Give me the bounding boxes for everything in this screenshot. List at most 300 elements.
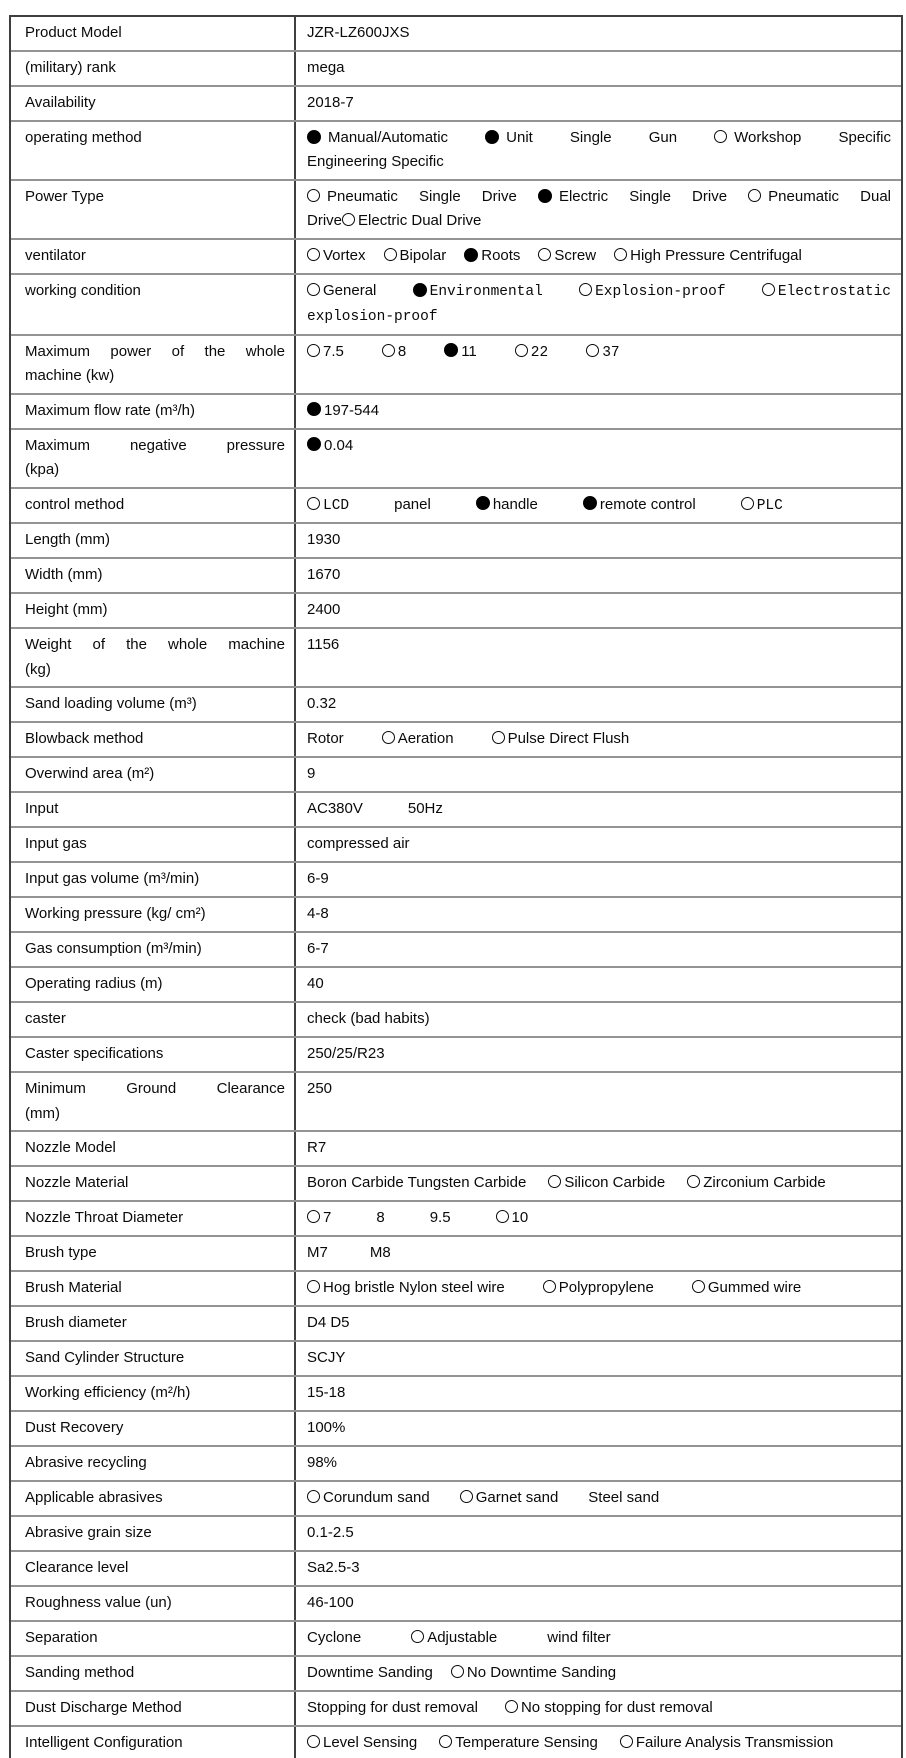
option-label: Manual/Automatic: [328, 129, 449, 146]
option-label: Corundum sand: [323, 1489, 430, 1507]
row-label-line: Input: [25, 800, 59, 818]
row-label: [11, 863, 296, 896]
option: [583, 496, 696, 513]
option: [620, 1734, 834, 1751]
option-label: Gummed wire: [707, 1279, 802, 1297]
option-label: LCD: [323, 497, 350, 514]
table-row: [11, 594, 901, 629]
row-label-line: Minimum Ground Clearance: [25, 1080, 285, 1098]
option: [741, 496, 783, 513]
row-value-line: [307, 150, 891, 174]
row-value: [296, 1038, 901, 1071]
option-label: Electric Dual Drive: [358, 212, 482, 230]
row-label: [11, 1038, 296, 1071]
value-text: 100%: [307, 1419, 346, 1437]
row-value: [296, 723, 901, 756]
table-row: [11, 933, 901, 968]
value-text: compressed air: [307, 835, 410, 853]
option: [748, 188, 891, 205]
option: [307, 437, 353, 454]
row-label: [11, 1587, 296, 1620]
option: [492, 730, 630, 747]
option: [307, 1209, 331, 1226]
radio-unselected-icon: [492, 731, 505, 744]
row-label: [11, 1202, 296, 1235]
table-row: [11, 395, 901, 430]
row-label-line: Maximum power of the whole: [25, 342, 285, 360]
option: [411, 1629, 497, 1646]
row-value: [296, 1003, 901, 1036]
row-value: [296, 1412, 901, 1445]
row-value: [296, 1727, 901, 1758]
row-value: [296, 793, 901, 826]
row-value: [296, 524, 901, 557]
table-row: [11, 1237, 901, 1272]
option: [384, 247, 447, 264]
radio-unselected-icon: [505, 1700, 518, 1713]
row-label: [11, 395, 296, 428]
option-label: Downtime Sanding: [307, 1664, 433, 1682]
row-label-line: Intelligent Configuration: [25, 1734, 183, 1752]
radio-selected-icon: [413, 283, 427, 297]
row-label: [11, 122, 296, 179]
row-label-line: Operating radius (m): [25, 975, 163, 993]
option-label: handle: [492, 495, 538, 513]
option-label: Temperature Sensing: [455, 1734, 598, 1752]
row-label: [11, 524, 296, 557]
option-label: 37: [602, 344, 620, 361]
option: [382, 730, 454, 747]
table-row: [11, 240, 901, 275]
row-value: [296, 1552, 901, 1585]
value-text: 1670: [307, 566, 341, 584]
table-row: [11, 1342, 901, 1377]
option: [548, 1174, 665, 1191]
row-value: [296, 688, 901, 721]
table-row: [11, 87, 901, 122]
option: [307, 402, 379, 419]
radio-unselected-icon: [586, 344, 599, 357]
row-value: [296, 17, 901, 50]
option-label: Pneumatic Single Drive: [327, 188, 517, 205]
row-label-line: Roughness value (un): [25, 1594, 172, 1612]
option-label: 7: [323, 1209, 332, 1227]
option: [460, 1489, 559, 1506]
value-text: mega: [307, 59, 345, 76]
row-label: [11, 1482, 296, 1515]
radio-unselected-icon: [382, 731, 395, 744]
value-text: 1156: [307, 636, 340, 654]
option-label: 7.5: [323, 342, 344, 360]
value-text: 250/25/R23: [307, 1045, 385, 1063]
radio-selected-icon: [307, 437, 321, 451]
option-label: 50Hz: [407, 800, 443, 818]
option-label: Polypropylene: [558, 1279, 654, 1297]
option-label: 0.04: [324, 436, 354, 454]
table-row: [11, 275, 901, 336]
option: [408, 800, 443, 817]
option-label: 11: [461, 342, 477, 360]
radio-selected-icon: [476, 496, 490, 510]
row-label: [11, 758, 296, 791]
radio-selected-icon: [444, 343, 458, 357]
option-label: Screw: [554, 247, 597, 264]
option-label: Stopping for dust removal: [307, 1699, 478, 1717]
row-value: [296, 1342, 901, 1375]
row-label: [11, 275, 296, 334]
row-label: [11, 1167, 296, 1200]
option-label: Zirconium Carbide: [703, 1174, 826, 1192]
row-label: [11, 1132, 296, 1165]
option: [307, 1174, 526, 1191]
row-value: [296, 863, 901, 896]
row-label-line: Separation: [25, 1629, 98, 1647]
row-label-line: Abrasive recycling: [25, 1454, 147, 1472]
option: [307, 1629, 361, 1646]
option: [430, 1209, 451, 1226]
radio-unselected-icon: [307, 1735, 320, 1748]
row-value: [296, 275, 901, 334]
radio-selected-icon: [307, 130, 321, 144]
row-label: [11, 1307, 296, 1340]
row-label: [11, 629, 296, 686]
option: [394, 496, 431, 513]
table-row: [11, 898, 901, 933]
radio-unselected-icon: [384, 248, 397, 261]
option: [451, 1664, 616, 1681]
row-value: [296, 1073, 901, 1130]
row-value: [296, 933, 901, 966]
radio-unselected-icon: [748, 189, 761, 202]
row-label-line: Abrasive grain size: [25, 1524, 152, 1542]
option-label: PLC: [756, 497, 783, 514]
value-text: check (bad habits): [307, 1010, 430, 1028]
row-label: [11, 1237, 296, 1270]
row-label: [11, 430, 296, 487]
row-label: [11, 1342, 296, 1375]
option-label: Level Sensing: [323, 1734, 418, 1752]
option-label: Unit Single Gun: [506, 129, 678, 146]
row-label-line: Brush diameter: [25, 1314, 127, 1332]
radio-unselected-icon: [614, 248, 627, 261]
row-label-line: operating method: [25, 129, 142, 146]
option-label: Engineering Specific: [307, 153, 444, 171]
radio-unselected-icon: [496, 1210, 509, 1223]
option-label: Drive: [307, 212, 343, 230]
radio-unselected-icon: [538, 248, 551, 261]
table-row: [11, 629, 901, 688]
row-label: [11, 1412, 296, 1445]
option: [586, 343, 619, 360]
table-row: [11, 1073, 901, 1132]
table-row: [11, 122, 901, 181]
value-text: 6-7: [307, 940, 329, 958]
row-label-line: Applicable abrasives: [25, 1489, 163, 1507]
radio-selected-icon: [485, 130, 499, 144]
table-row: [11, 430, 901, 489]
radio-unselected-icon: [307, 1490, 320, 1503]
radio-unselected-icon: [451, 1665, 464, 1678]
row-value: [296, 1657, 901, 1690]
value-text: JZR-LZ600JXS: [307, 24, 410, 41]
row-label: [11, 1073, 296, 1130]
option: [307, 1279, 505, 1296]
row-label-line: Input gas volume (m³/min): [25, 870, 200, 888]
table-row: [11, 1552, 901, 1587]
table-row: [11, 758, 901, 793]
option: [307, 1664, 433, 1681]
row-label: [11, 52, 296, 85]
radio-unselected-icon: [342, 213, 355, 226]
row-value: [296, 898, 901, 931]
radio-unselected-icon: [439, 1735, 452, 1748]
table-row: [11, 336, 901, 395]
option: [579, 282, 726, 299]
row-label-line: (military) rank: [25, 59, 116, 76]
option: [762, 282, 891, 299]
table-row: [11, 1587, 901, 1622]
table-row: [11, 559, 901, 594]
spec-table: [9, 15, 903, 1758]
table-row: [11, 1692, 901, 1727]
option: [307, 730, 344, 747]
table-row: [11, 1517, 901, 1552]
table-row: [11, 1038, 901, 1073]
row-label: [11, 828, 296, 861]
radio-selected-icon: [583, 496, 597, 510]
row-value: [296, 240, 901, 273]
option: [505, 1699, 713, 1716]
option-label: Bipolar: [399, 247, 447, 264]
row-label-line: Blowback method: [25, 730, 144, 748]
option-label: Failure Analysis Transmission: [635, 1734, 834, 1752]
radio-unselected-icon: [543, 1280, 556, 1293]
table-row: [11, 1167, 901, 1202]
row-value: [296, 968, 901, 1001]
table-row: [11, 688, 901, 723]
radio-unselected-icon: [515, 344, 528, 357]
row-label: [11, 1377, 296, 1410]
table-row: [11, 489, 901, 524]
row-value: [296, 336, 901, 393]
radio-unselected-icon: [411, 1630, 424, 1643]
option: [382, 343, 406, 360]
option-label: wind filter: [547, 1629, 611, 1647]
row-label: [11, 688, 296, 721]
row-value: [296, 1167, 901, 1200]
option: [307, 1699, 478, 1716]
option: [307, 188, 517, 205]
row-label: [11, 793, 296, 826]
option-label: General: [323, 282, 377, 299]
option: [476, 496, 538, 513]
table-row: [11, 1003, 901, 1038]
option: [307, 496, 349, 513]
row-label: [11, 181, 296, 238]
value-text: 6-9: [307, 870, 329, 888]
option: [307, 1734, 417, 1751]
option: [307, 307, 438, 324]
option: [714, 129, 891, 146]
row-label: [11, 17, 296, 50]
option-label: 9.5: [429, 1209, 451, 1227]
option-label: 197-544: [324, 401, 380, 419]
row-label-line: Maximum negative pressure: [25, 436, 285, 454]
row-label-line: Working pressure (kg/ cm²): [25, 905, 206, 923]
row-label-line: Brush type: [25, 1244, 97, 1262]
row-label: [11, 898, 296, 931]
row-label-line: ventilator: [25, 247, 86, 264]
row-label: [11, 489, 296, 522]
option-label: Rotor: [307, 730, 344, 748]
row-value: [296, 629, 901, 686]
option: [307, 1244, 328, 1261]
table-row: [11, 723, 901, 758]
row-label: [11, 594, 296, 627]
option: [547, 1629, 610, 1646]
option-label: Adjustable: [427, 1629, 498, 1647]
row-label-line: Dust Recovery: [25, 1419, 124, 1437]
option-label: Electric Single Drive: [558, 188, 728, 205]
row-value: [296, 52, 901, 85]
row-value: [296, 1307, 901, 1340]
option: [307, 129, 448, 146]
row-value: [296, 559, 901, 592]
row-label: [11, 1727, 296, 1758]
option-label: 8: [397, 342, 407, 360]
table-row: [11, 17, 901, 52]
option-label: explosion-proof: [307, 309, 438, 326]
radio-unselected-icon: [307, 189, 320, 202]
radio-unselected-icon: [307, 497, 320, 510]
table-row: [11, 1202, 901, 1237]
option-label: Hog bristle Nylon steel wire: [323, 1279, 505, 1297]
row-value: [296, 1622, 901, 1655]
row-label-line: Clearance level: [25, 1559, 129, 1577]
value-text: 9: [307, 765, 316, 783]
radio-unselected-icon: [762, 283, 775, 296]
row-label-line: Sand loading volume (m³): [25, 695, 197, 713]
row-value: [296, 594, 901, 627]
row-label-line: Working efficiency (m²/h): [25, 1384, 191, 1402]
row-value: [296, 489, 901, 522]
row-value-line: [307, 279, 891, 304]
option: [307, 153, 444, 170]
row-value: [296, 1272, 901, 1305]
option-label: M7: [307, 1244, 328, 1262]
table-row: [11, 793, 901, 828]
option: [307, 247, 366, 264]
row-value: [296, 1132, 901, 1165]
option: [307, 343, 344, 360]
row-value-line: [307, 185, 891, 209]
table-row: [11, 863, 901, 898]
row-value: [296, 395, 901, 428]
value-text: 15-18: [307, 1384, 346, 1402]
row-label-line: Width (mm): [25, 566, 103, 584]
option: [496, 1209, 529, 1226]
radio-unselected-icon: [548, 1175, 561, 1188]
option: [444, 343, 477, 360]
option-label: remote control: [599, 495, 696, 513]
row-label-line: Brush Material: [25, 1279, 122, 1297]
option: [376, 1209, 384, 1226]
option: [307, 800, 363, 817]
row-label: [11, 968, 296, 1001]
option: [588, 1489, 659, 1506]
option: [515, 343, 548, 360]
row-label-line: Length (mm): [25, 531, 111, 549]
radio-selected-icon: [307, 402, 321, 416]
table-row: [11, 1727, 901, 1758]
option-label: 10: [511, 1209, 529, 1227]
row-label-line: working condition: [25, 282, 141, 299]
option: [370, 1244, 391, 1261]
option: [413, 282, 543, 299]
value-text: 2400: [307, 601, 341, 619]
table-row: [11, 1482, 901, 1517]
radio-unselected-icon: [307, 1210, 320, 1223]
option: [342, 212, 481, 229]
row-label: [11, 87, 296, 120]
row-value: [296, 1237, 901, 1270]
row-label-line: control method: [25, 495, 125, 513]
option: [307, 1489, 430, 1506]
row-label: [11, 933, 296, 966]
row-value: [296, 1447, 901, 1480]
value-text: Sa2.5-3: [307, 1559, 360, 1577]
option-label: AC380V: [307, 800, 363, 818]
option-label: Environmental: [429, 284, 543, 300]
row-label: [11, 1272, 296, 1305]
option-label: Boron Carbide Tungsten Carbide: [307, 1174, 527, 1192]
option: [692, 1279, 801, 1296]
row-label-line: Product Model: [25, 24, 122, 41]
row-label-line: Maximum flow rate (m³/h): [25, 401, 196, 419]
radio-unselected-icon: [307, 283, 320, 296]
value-text: 250: [307, 1080, 333, 1098]
radio-unselected-icon: [382, 344, 395, 357]
radio-unselected-icon: [620, 1735, 633, 1748]
radio-selected-icon: [464, 248, 478, 262]
row-value: [296, 122, 901, 179]
option-label: Pneumatic Dual: [768, 188, 892, 205]
value-text: 1930: [307, 531, 341, 549]
row-label: [11, 723, 296, 756]
row-label-line: Nozzle Model: [25, 1139, 116, 1157]
table-row: [11, 181, 901, 240]
table-row: [11, 1412, 901, 1447]
option-label: Explosion-proof: [595, 284, 726, 300]
row-value: [296, 1482, 901, 1515]
table-row: [11, 1377, 901, 1412]
value-text: 0.32: [307, 695, 337, 713]
option-label: No stopping for dust removal: [520, 1699, 713, 1717]
option-label: M8: [369, 1244, 391, 1262]
row-label: [11, 1447, 296, 1480]
row-label: [11, 1517, 296, 1550]
value-text: 0.1-2.5: [307, 1524, 354, 1542]
row-value-line: [307, 209, 891, 233]
row-value: [296, 828, 901, 861]
option-label: Garnet sand: [475, 1489, 559, 1507]
option-label: 8: [376, 1209, 385, 1227]
row-label-line: Input gas: [25, 835, 87, 853]
radio-unselected-icon: [741, 497, 754, 510]
option: [439, 1734, 598, 1751]
table-row: [11, 828, 901, 863]
option: [687, 1174, 826, 1191]
